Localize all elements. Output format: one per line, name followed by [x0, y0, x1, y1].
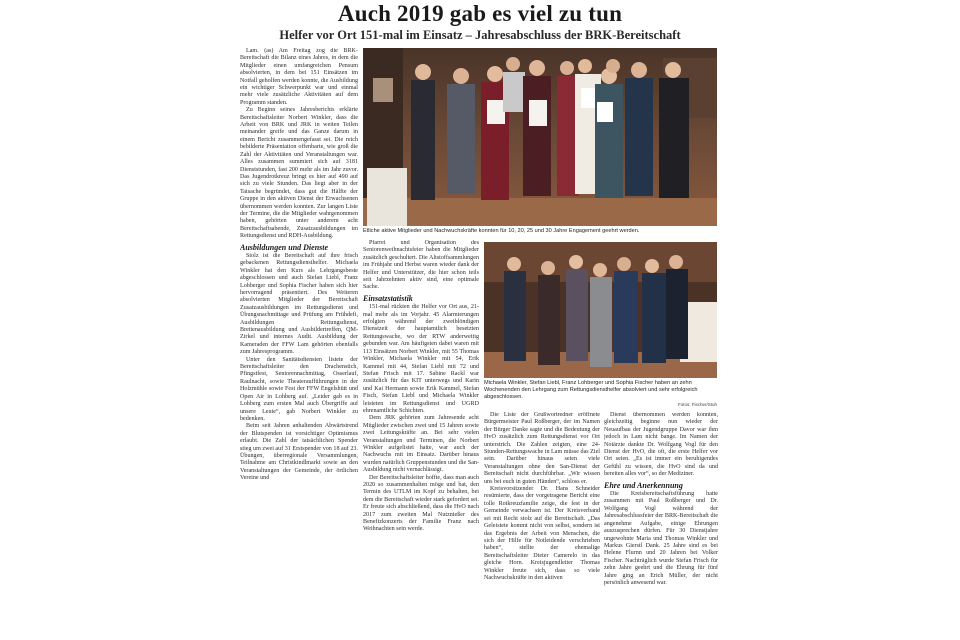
- section-heading: Einsatzstatistik: [363, 293, 413, 303]
- photo-caption-text: Michaela Winkler, Stefan Liebl, Franz Lohberger und Sophia Fischer haben an zehn Wochenenden den Lehrgang zum Rettungsdiensthelfer absolviert und sehr erfolgreich abgeschlossen.: [484, 380, 698, 400]
- group-photo-new-paramedics: [484, 242, 717, 378]
- paragraph: Der Bereitschaftsleiter hoffte, dass man auch 2020 so zusammenhalten möge und bat, den Termin des UTLM im Kopf zu behalten, bei dem die Bereitschaft wieder stark gefordert sei. Er freute sich abschließend, dass die HvO nach 2017 zum zweiten Mal Nutznießer des Benefizkonzerts der Familie Franz nach Weihnachten sein werde.: [363, 474, 479, 533]
- paragraph: Lam. (as) Am Freitag zog die BRK-Bereitschaft die Bilanz eines Jahres, in dem die Mitglieder einen umfangreichen Pensum absolvierten, in dem bei 151 Einsätzen im Notfall geholfen werden konnte, die Ausbildung ein wichtiger Schwerpunkt war und einmal mehr viele zusätzliche Aktivitäten auf dem Programm standen.: [240, 48, 358, 106]
- paragraph: Zu Beginn seines Jahresberichts erklärte Bereitschaftsleiter Norbert Winkler, dass die Arbeit von BRK und JRK in weiten Teilen meinander greife und das Ganze darum in einem Bericht zusammengefasst sei. Die reich bebilderte Präsentation offenbarte, wie groß die Zahl der Aktivitäten und Veranstaltungen war. Alles zusammen summiert sich auf 3181 Dienststunden, fast 200 mehr als im Jahr zuvor. Das Jugendrotkreuz bringt es hier auf 490 auf sich zu viele Stunden. Das liegt aber in der Tatsache begründet, dass gut die Hälfte der Gruppe in den aktiven Dienst der Erwachsenen übernommen werden konnten. Zur langen Liste der Termine, die die Mitglieder wahrgenommen haben, gehörten unter anderem acht Bereitschaftsabende, Zusatzausbildungen im Rettungsdienst und RDH-Ausbildung.: [240, 107, 358, 240]
- section-heading: Ausbildungen und Dienste: [240, 242, 329, 252]
- article-column-1: [240, 48, 358, 638]
- article-column-2: [363, 240, 479, 638]
- paragraph: Unter den Sanitätsdiensten listete der Bereitschaftsleiter den Drachenstich, Pfingstfest, Seniorennachmittag, Osserlauf, Raulnacht, sowie Theateraufführungen in der Holzmühle sowie Fest der FFW Engelshütt und Open Air in Lohberg auf. „Leider gab es in Lohberg zum ersten Mal auch Übergriffe auf unsere Leute“, gab Norbert Winkler zu bedenken.: [240, 356, 358, 422]
- article-subheadline: Helfer vor Ort 151-mal im Einsatz – Jahresabschluss der BRK-Bereitschaft: [279, 28, 681, 42]
- article-column-4: [604, 412, 718, 638]
- paragraph: 151-mal rückten die Helfer vor Ort aus, 21-mal mehr als im Vorjahr. 45 Alarmierungen erfolgten während der zweiblöndigen Dienstzeit der hauptamtlich besetzten Rettungswache, wo der RTW anderweitig gebunden war. Am häufigsten dabei waren mit 113 Einsätzen Norbert Winkler, mit 55 Thomas Winkler, Michaela Winkler mit 54, Erik Kammel mit 44, Stefan Liebl mit 72 und Stefan Frisch mit 17. Sabine Rackl war zusätzlich für das KIT unterwegs und Karin und Kai Hermann sowie Erik Kammel, Stefan Fisch, Stefan Liebl und Michaela Winkler leisteten im Rettungsdienst und UGRD ehrenamtliche Schichten.: [363, 304, 479, 414]
- article-headline: Auch 2019 gab es viel zu tun: [337, 1, 623, 26]
- paragraph: Die Kreisbereitschaftsführung hatte zusammen mit Paul Roßberger und Dr. Wolfgang Vogl während der Jahresabschlussfeier der BRK-Bereitschaft die angenehme Aufgabe, einige Ehrungen auszusprechen dürfen. Für 30 Dienstjahre ungewohnte Maria und Thomas Winkler und Markus Gierstl Dank. 25 Jahre sind es bei Helene Flurnn und 20 Jahren bei Volker Fischer. Nachträglich wurde Stefan Frisch für zehn Jahre geehrt und die Ehrung für fünf Jahre ging an Erich Müller, der nicht persönlich anwesend war.: [604, 491, 718, 586]
- paragraph: Dem JRK gehörten zum Jahresende acht Mitglieder zwischen zwei und 15 Jahren sowie zwei Leitungskräfte an. Bei sehr vielen Veranstaltungen und Terminen, die Norbert Winkler aufgelistet hatte, war auch der Nachwuchs mit im Einsatz. Darüber hinaus wurden natürlich Gruppenstunden und die San-Ausbildung nicht vernachlässigt.: [363, 415, 479, 474]
- paragraph: Pfarrei und Organisation des Seniorenweihnachtsfeier haben die Mitglieder zusätzlich geschultert. Die Altstoffsammlungen im Frühjahr und Herbst waren wieder dank der Helfer und Unterstützer, die hier schon teils seit Jahrzehnten aktiv sind, eine optimale Sache.: [363, 240, 479, 291]
- paragraph: Kreisvorsitzender Dr. Hans Schneider resümierte, dass der vorgetragene Bericht eine tolle Rotkreuzfamilie zeige, die fest in der Gemeinde verwachsen ist. Der Kreisverband sei mit Recht stolz auf die Bereitschaft. „Das Geleistete kommt nicht von selbst, sondern ist das Ergebnis der Arbeit von Menschen, die sich der Hilfe für Notleidende verschrieben haben“, stellte der ehemalige Bereitschaftsleiter Dieter Camerelo in das gleiche Horn. Kreisjugendleiter Thomas Winkler freute sich, dass so viele Nachwuchskräfte in den aktiven: [484, 486, 600, 581]
- paragraph: Beim seit Jahren anhaltenden Abwärtstrend der Blutspenden ist vorsichtiger Optimismus erlaubt. Die Zahl der tatsächlichen Spender stieg um zwei auf 31 Erstspender von 18 auf 23. Übungen, überregionale Versammlungen, Teilnahme am Christkindlmarkt sowie an den Veranstaltungen der Gemeinde, der örtlichen Vereine und: [240, 423, 358, 482]
- photo-credit: Fotos: Fischer/Stuh: [677, 402, 717, 407]
- paragraph: Stolz ist die Bereitschaft auf ihre frisch gebackenen Rettungsdiensthelfer. Michaela Winkler hat den Kurs als Lehrgangsbeste abgeschlossen und auch Stefan Liebl, Franz Lohberger und Sophia Fischer haben sich hier hervorragend präsentiert. Des Weiteren absolvierten Mitglieder der Bereitschaft Zusatzausbildungen im Rettungsdienst und Übungsnachmittage und Prüfung am Frühdefi, Ausbildungen Rettungsdienst, Breitenausbildung und Ausbildertreffen, QM-Zirkel und internes Audit. Ausbildung der Kameraden der FFW Lam gehörten ebenfalls zum Jahresprogramm.: [240, 252, 358, 356]
- section-heading: Ehre und Anerkennung: [604, 480, 683, 490]
- photo-caption: Etliche aktive Mitglieder und Nachwuchskräfte konnten für 10, 20, 25 und 30 Jahre Engagement geehrt werden.: [363, 228, 640, 234]
- photo-paramedics-image: [484, 242, 717, 378]
- paragraph: Dienst übernommen werden konnten, gleichzeitig beginne nun wieder der Neuaufbau der Jugendgruppe Davor war ihm jedoch in Lam nicht bange. Im Namen der Notärzte dankte Dr. Wolfgang Vogl für den Dienst der HvO, die oft, die erste Helfer vor Ort seien. „Es ist immer ein beruhigendes Gefühl zu wissen, die HvO sind da und bereiten alles vor“, so der Mediziner.: [604, 412, 718, 478]
- paragraph: Die Liste der Grußwortredner eröffnete Bürgermeister Paul Roßberger, der im Namen der Bürger Danke sagte und die Bedeutung der HvO zusätzlich zum Rettungsdienst vor Ort unterstrich. Die Zahlen zeigten, eine 24-Stunden-Rettungswache in Lam müsse das Ziel sein. Darüber hinaus seien viele Veranstaltungen ohne den San-Dienst der Bereitschaft nicht durchführbar. „Wir wissen uns bei euch in guten Händen“, schloss er.: [484, 412, 600, 485]
- article-column-3: [484, 412, 600, 638]
- photo-honorees-image: [363, 48, 717, 226]
- photo-caption: [484, 380, 717, 408]
- group-photo-honorees: [363, 48, 717, 226]
